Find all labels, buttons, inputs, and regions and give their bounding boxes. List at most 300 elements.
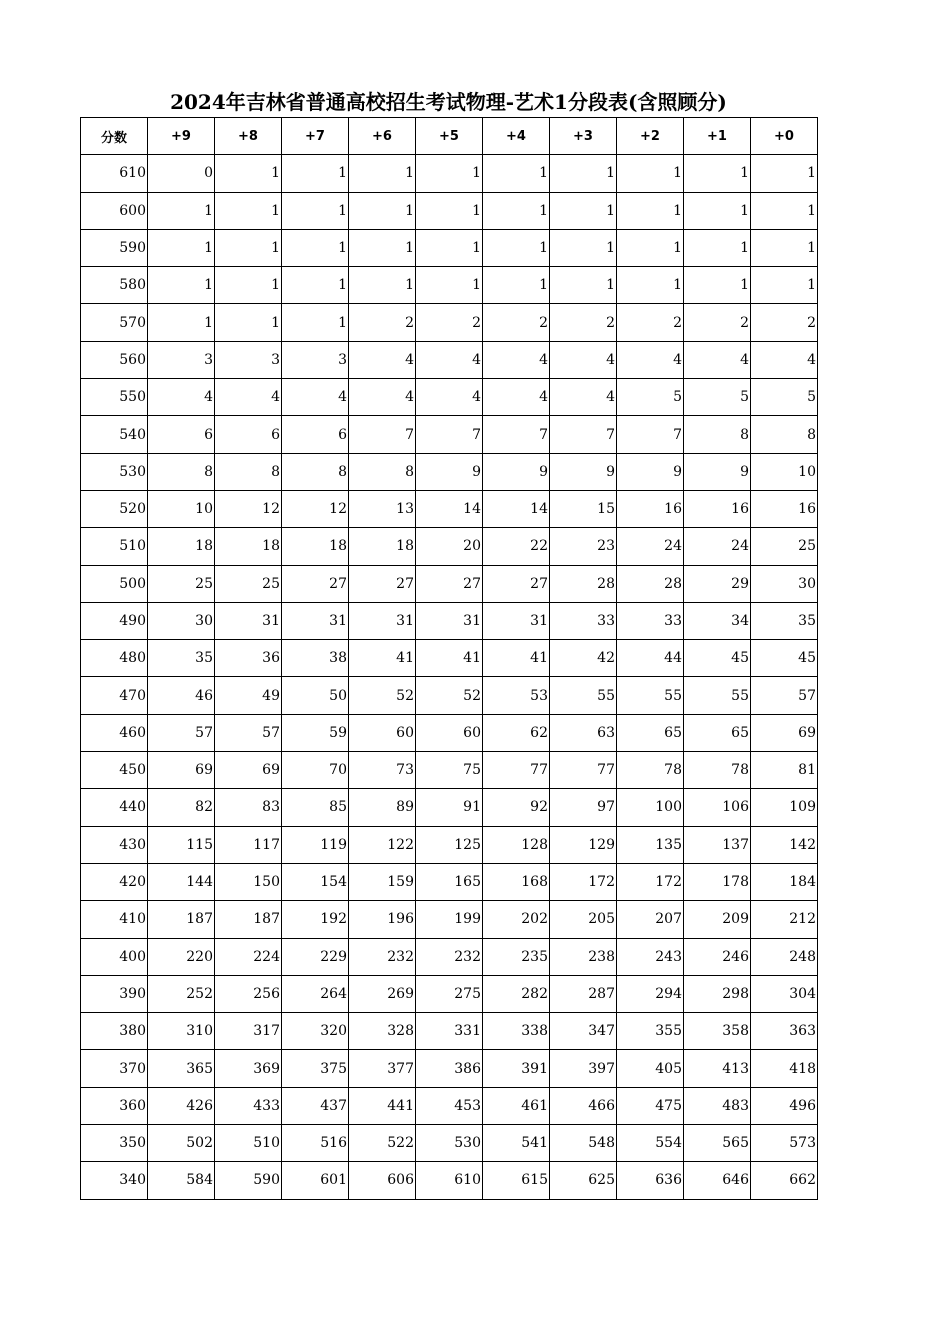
count-cell: 36 xyxy=(215,640,282,677)
count-cell: 1 xyxy=(550,267,617,304)
table-row xyxy=(81,901,818,938)
count-cell: 248 xyxy=(751,938,818,975)
count-cell: 6 xyxy=(148,416,215,453)
count-cell: 53 xyxy=(483,677,550,714)
count-cell: 22 xyxy=(483,528,550,565)
count-cell: 1 xyxy=(617,155,684,192)
count-cell: 317 xyxy=(215,1013,282,1050)
count-cell: 150 xyxy=(215,863,282,900)
count-cell: 8 xyxy=(148,453,215,490)
count-cell: 466 xyxy=(550,1087,617,1124)
score-cell: 480 xyxy=(81,640,148,677)
count-cell: 8 xyxy=(751,416,818,453)
table-row xyxy=(81,490,818,527)
count-cell: 41 xyxy=(483,640,550,677)
count-cell: 137 xyxy=(684,826,751,863)
count-cell: 65 xyxy=(684,714,751,751)
count-cell: 610 xyxy=(416,1162,483,1199)
count-cell: 377 xyxy=(349,1050,416,1087)
count-cell: 1 xyxy=(416,267,483,304)
count-cell: 363 xyxy=(751,1013,818,1050)
count-cell: 4 xyxy=(483,341,550,378)
count-cell: 89 xyxy=(349,789,416,826)
count-cell: 437 xyxy=(282,1087,349,1124)
count-cell: 106 xyxy=(684,789,751,826)
count-cell: 5 xyxy=(684,379,751,416)
table-row xyxy=(81,640,818,677)
count-cell: 25 xyxy=(148,565,215,602)
count-cell: 1 xyxy=(550,155,617,192)
count-cell: 184 xyxy=(751,863,818,900)
count-cell: 516 xyxy=(282,1125,349,1162)
column-header-offset: +2 xyxy=(617,118,684,155)
score-cell: 570 xyxy=(81,304,148,341)
table-row xyxy=(81,341,818,378)
count-cell: 1 xyxy=(684,155,751,192)
count-cell: 636 xyxy=(617,1162,684,1199)
count-cell: 199 xyxy=(416,901,483,938)
score-cell: 500 xyxy=(81,565,148,602)
count-cell: 16 xyxy=(751,490,818,527)
table-row xyxy=(81,229,818,266)
count-cell: 1 xyxy=(282,304,349,341)
count-cell: 165 xyxy=(416,863,483,900)
score-cell: 580 xyxy=(81,267,148,304)
count-cell: 2 xyxy=(617,304,684,341)
count-cell: 41 xyxy=(416,640,483,677)
count-cell: 9 xyxy=(483,453,550,490)
count-cell: 55 xyxy=(617,677,684,714)
table-row xyxy=(81,267,818,304)
count-cell: 85 xyxy=(282,789,349,826)
column-header-offset: +4 xyxy=(483,118,550,155)
score-cell: 530 xyxy=(81,453,148,490)
table-row xyxy=(81,938,818,975)
table-row xyxy=(81,1013,818,1050)
score-cell: 450 xyxy=(81,752,148,789)
count-cell: 27 xyxy=(349,565,416,602)
count-cell: 8 xyxy=(684,416,751,453)
count-cell: 18 xyxy=(215,528,282,565)
count-cell: 298 xyxy=(684,975,751,1012)
count-cell: 154 xyxy=(282,863,349,900)
count-cell: 4 xyxy=(282,379,349,416)
count-cell: 461 xyxy=(483,1087,550,1124)
score-cell: 360 xyxy=(81,1087,148,1124)
count-cell: 4 xyxy=(684,341,751,378)
table-row xyxy=(81,565,818,602)
count-cell: 97 xyxy=(550,789,617,826)
score-cell: 550 xyxy=(81,379,148,416)
count-cell: 41 xyxy=(349,640,416,677)
count-cell: 46 xyxy=(148,677,215,714)
count-cell: 82 xyxy=(148,789,215,826)
count-cell: 28 xyxy=(617,565,684,602)
table-row xyxy=(81,304,818,341)
count-cell: 386 xyxy=(416,1050,483,1087)
count-cell: 212 xyxy=(751,901,818,938)
table-row xyxy=(81,752,818,789)
score-cell: 610 xyxy=(81,155,148,192)
count-cell: 3 xyxy=(148,341,215,378)
count-cell: 49 xyxy=(215,677,282,714)
count-cell: 4 xyxy=(349,341,416,378)
count-cell: 29 xyxy=(684,565,751,602)
count-cell: 1 xyxy=(416,229,483,266)
count-cell: 1 xyxy=(349,229,416,266)
column-header-offset: +3 xyxy=(550,118,617,155)
count-cell: 8 xyxy=(349,453,416,490)
count-cell: 159 xyxy=(349,863,416,900)
count-cell: 52 xyxy=(349,677,416,714)
count-cell: 1 xyxy=(282,155,349,192)
score-cell: 390 xyxy=(81,975,148,1012)
count-cell: 50 xyxy=(282,677,349,714)
count-cell: 328 xyxy=(349,1013,416,1050)
count-cell: 548 xyxy=(550,1125,617,1162)
count-cell: 4 xyxy=(617,341,684,378)
count-cell: 38 xyxy=(282,640,349,677)
count-cell: 12 xyxy=(215,490,282,527)
count-cell: 2 xyxy=(349,304,416,341)
count-cell: 1 xyxy=(416,192,483,229)
count-cell: 65 xyxy=(617,714,684,751)
count-cell: 60 xyxy=(416,714,483,751)
count-cell: 122 xyxy=(349,826,416,863)
count-cell: 256 xyxy=(215,975,282,1012)
table-row xyxy=(81,677,818,714)
count-cell: 1 xyxy=(617,192,684,229)
count-cell: 30 xyxy=(751,565,818,602)
count-cell: 5 xyxy=(617,379,684,416)
count-cell: 7 xyxy=(483,416,550,453)
count-cell: 243 xyxy=(617,938,684,975)
count-cell: 28 xyxy=(550,565,617,602)
count-cell: 31 xyxy=(215,602,282,639)
count-cell: 601 xyxy=(282,1162,349,1199)
count-cell: 375 xyxy=(282,1050,349,1087)
score-cell: 350 xyxy=(81,1125,148,1162)
count-cell: 27 xyxy=(282,565,349,602)
count-cell: 45 xyxy=(684,640,751,677)
count-cell: 418 xyxy=(751,1050,818,1087)
score-cell: 440 xyxy=(81,789,148,826)
count-cell: 4 xyxy=(416,341,483,378)
count-cell: 1 xyxy=(148,192,215,229)
count-cell: 9 xyxy=(617,453,684,490)
count-cell: 31 xyxy=(416,602,483,639)
table-row xyxy=(81,863,818,900)
table-row xyxy=(81,789,818,826)
column-header-offset: +8 xyxy=(215,118,282,155)
count-cell: 109 xyxy=(751,789,818,826)
count-cell: 6 xyxy=(282,416,349,453)
column-header-offset: +1 xyxy=(684,118,751,155)
count-cell: 35 xyxy=(148,640,215,677)
count-cell: 1 xyxy=(751,192,818,229)
count-cell: 25 xyxy=(751,528,818,565)
count-cell: 70 xyxy=(282,752,349,789)
count-cell: 2 xyxy=(483,304,550,341)
count-cell: 31 xyxy=(483,602,550,639)
count-cell: 229 xyxy=(282,938,349,975)
count-cell: 135 xyxy=(617,826,684,863)
count-cell: 69 xyxy=(215,752,282,789)
column-header-score: 分数 xyxy=(81,118,148,155)
count-cell: 15 xyxy=(550,490,617,527)
count-cell: 554 xyxy=(617,1125,684,1162)
count-cell: 282 xyxy=(483,975,550,1012)
count-cell: 2 xyxy=(550,304,617,341)
count-cell: 252 xyxy=(148,975,215,1012)
count-cell: 4 xyxy=(215,379,282,416)
count-cell: 1 xyxy=(349,192,416,229)
column-header-offset: +7 xyxy=(282,118,349,155)
count-cell: 269 xyxy=(349,975,416,1012)
count-cell: 10 xyxy=(751,453,818,490)
count-cell: 1 xyxy=(148,267,215,304)
table-header-row xyxy=(81,118,818,155)
score-cell: 470 xyxy=(81,677,148,714)
table-row xyxy=(81,1087,818,1124)
count-cell: 2 xyxy=(684,304,751,341)
score-cell: 590 xyxy=(81,229,148,266)
count-cell: 59 xyxy=(282,714,349,751)
count-cell: 1 xyxy=(751,229,818,266)
count-cell: 1 xyxy=(483,229,550,266)
count-cell: 142 xyxy=(751,826,818,863)
count-cell: 235 xyxy=(483,938,550,975)
score-cell: 400 xyxy=(81,938,148,975)
table-row xyxy=(81,826,818,863)
table-row xyxy=(81,1162,818,1199)
count-cell: 63 xyxy=(550,714,617,751)
score-cell: 510 xyxy=(81,528,148,565)
count-cell: 178 xyxy=(684,863,751,900)
count-cell: 13 xyxy=(349,490,416,527)
count-cell: 14 xyxy=(483,490,550,527)
table-row xyxy=(81,1050,818,1087)
count-cell: 77 xyxy=(483,752,550,789)
count-cell: 510 xyxy=(215,1125,282,1162)
count-cell: 475 xyxy=(617,1087,684,1124)
count-cell: 590 xyxy=(215,1162,282,1199)
count-cell: 16 xyxy=(617,490,684,527)
count-cell: 9 xyxy=(416,453,483,490)
count-cell: 1 xyxy=(751,155,818,192)
count-cell: 27 xyxy=(483,565,550,602)
count-cell: 57 xyxy=(215,714,282,751)
count-cell: 4 xyxy=(751,341,818,378)
count-cell: 78 xyxy=(684,752,751,789)
column-header-offset: +6 xyxy=(349,118,416,155)
count-cell: 16 xyxy=(684,490,751,527)
count-cell: 44 xyxy=(617,640,684,677)
count-cell: 646 xyxy=(684,1162,751,1199)
score-cell: 560 xyxy=(81,341,148,378)
count-cell: 4 xyxy=(148,379,215,416)
count-cell: 4 xyxy=(550,341,617,378)
table-row xyxy=(81,1125,818,1162)
count-cell: 397 xyxy=(550,1050,617,1087)
count-cell: 57 xyxy=(148,714,215,751)
count-cell: 8 xyxy=(282,453,349,490)
count-cell: 57 xyxy=(751,677,818,714)
score-cell: 520 xyxy=(81,490,148,527)
count-cell: 573 xyxy=(751,1125,818,1162)
count-cell: 7 xyxy=(349,416,416,453)
column-header-offset: +9 xyxy=(148,118,215,155)
count-cell: 12 xyxy=(282,490,349,527)
count-cell: 52 xyxy=(416,677,483,714)
table-row xyxy=(81,453,818,490)
count-cell: 4 xyxy=(483,379,550,416)
table-row xyxy=(81,379,818,416)
count-cell: 1 xyxy=(550,192,617,229)
count-cell: 2 xyxy=(416,304,483,341)
count-cell: 196 xyxy=(349,901,416,938)
count-cell: 584 xyxy=(148,1162,215,1199)
count-cell: 1 xyxy=(483,192,550,229)
count-cell: 232 xyxy=(416,938,483,975)
count-cell: 3 xyxy=(215,341,282,378)
page-title: 2024年吉林省普通高校招生考试物理-艺术1分段表(含照顾分) xyxy=(170,90,727,114)
score-cell: 600 xyxy=(81,192,148,229)
count-cell: 433 xyxy=(215,1087,282,1124)
count-cell: 522 xyxy=(349,1125,416,1162)
score-cell: 410 xyxy=(81,901,148,938)
count-cell: 60 xyxy=(349,714,416,751)
score-cell: 430 xyxy=(81,826,148,863)
count-cell: 168 xyxy=(483,863,550,900)
count-cell: 18 xyxy=(148,528,215,565)
count-cell: 100 xyxy=(617,789,684,826)
count-cell: 1 xyxy=(416,155,483,192)
score-cell: 540 xyxy=(81,416,148,453)
count-cell: 78 xyxy=(617,752,684,789)
count-cell: 1 xyxy=(684,192,751,229)
count-cell: 23 xyxy=(550,528,617,565)
count-cell: 530 xyxy=(416,1125,483,1162)
count-cell: 69 xyxy=(148,752,215,789)
count-cell: 1 xyxy=(282,229,349,266)
count-cell: 1 xyxy=(282,267,349,304)
count-cell: 4 xyxy=(416,379,483,416)
count-cell: 115 xyxy=(148,826,215,863)
table-row xyxy=(81,155,818,192)
count-cell: 502 xyxy=(148,1125,215,1162)
table-row xyxy=(81,192,818,229)
count-cell: 1 xyxy=(483,155,550,192)
count-cell: 338 xyxy=(483,1013,550,1050)
table-body xyxy=(81,155,818,1199)
count-cell: 426 xyxy=(148,1087,215,1124)
count-cell: 18 xyxy=(282,528,349,565)
count-cell: 220 xyxy=(148,938,215,975)
count-cell: 42 xyxy=(550,640,617,677)
count-cell: 1 xyxy=(215,229,282,266)
count-cell: 77 xyxy=(550,752,617,789)
count-cell: 207 xyxy=(617,901,684,938)
count-cell: 10 xyxy=(148,490,215,527)
count-cell: 1 xyxy=(349,267,416,304)
count-cell: 91 xyxy=(416,789,483,826)
count-cell: 4 xyxy=(349,379,416,416)
count-cell: 413 xyxy=(684,1050,751,1087)
count-cell: 1 xyxy=(550,229,617,266)
count-cell: 320 xyxy=(282,1013,349,1050)
count-cell: 1 xyxy=(617,229,684,266)
score-cell: 380 xyxy=(81,1013,148,1050)
score-cell: 370 xyxy=(81,1050,148,1087)
count-cell: 2 xyxy=(751,304,818,341)
count-cell: 209 xyxy=(684,901,751,938)
count-cell: 117 xyxy=(215,826,282,863)
count-cell: 125 xyxy=(416,826,483,863)
count-cell: 625 xyxy=(550,1162,617,1199)
count-cell: 7 xyxy=(617,416,684,453)
count-cell: 9 xyxy=(684,453,751,490)
count-cell: 453 xyxy=(416,1087,483,1124)
score-distribution-table xyxy=(80,117,818,1200)
count-cell: 187 xyxy=(148,901,215,938)
count-cell: 45 xyxy=(751,640,818,677)
count-cell: 205 xyxy=(550,901,617,938)
count-cell: 18 xyxy=(349,528,416,565)
count-cell: 7 xyxy=(416,416,483,453)
count-cell: 224 xyxy=(215,938,282,975)
count-cell: 172 xyxy=(550,863,617,900)
count-cell: 128 xyxy=(483,826,550,863)
table-row xyxy=(81,416,818,453)
count-cell: 606 xyxy=(349,1162,416,1199)
count-cell: 1 xyxy=(148,304,215,341)
count-cell: 144 xyxy=(148,863,215,900)
count-cell: 27 xyxy=(416,565,483,602)
count-cell: 187 xyxy=(215,901,282,938)
count-cell: 1 xyxy=(684,229,751,266)
count-cell: 365 xyxy=(148,1050,215,1087)
count-cell: 75 xyxy=(416,752,483,789)
count-cell: 347 xyxy=(550,1013,617,1050)
score-cell: 460 xyxy=(81,714,148,751)
count-cell: 7 xyxy=(550,416,617,453)
count-cell: 55 xyxy=(684,677,751,714)
count-cell: 73 xyxy=(349,752,416,789)
table-row xyxy=(81,602,818,639)
count-cell: 69 xyxy=(751,714,818,751)
count-cell: 24 xyxy=(684,528,751,565)
count-cell: 3 xyxy=(282,341,349,378)
count-cell: 310 xyxy=(148,1013,215,1050)
count-cell: 304 xyxy=(751,975,818,1012)
count-cell: 238 xyxy=(550,938,617,975)
count-cell: 192 xyxy=(282,901,349,938)
count-cell: 5 xyxy=(751,379,818,416)
count-cell: 8 xyxy=(215,453,282,490)
count-cell: 246 xyxy=(684,938,751,975)
count-cell: 496 xyxy=(751,1087,818,1124)
count-cell: 34 xyxy=(684,602,751,639)
count-cell: 0 xyxy=(148,155,215,192)
count-cell: 565 xyxy=(684,1125,751,1162)
count-cell: 24 xyxy=(617,528,684,565)
count-cell: 129 xyxy=(550,826,617,863)
count-cell: 31 xyxy=(282,602,349,639)
count-cell: 405 xyxy=(617,1050,684,1087)
count-cell: 14 xyxy=(416,490,483,527)
count-cell: 83 xyxy=(215,789,282,826)
